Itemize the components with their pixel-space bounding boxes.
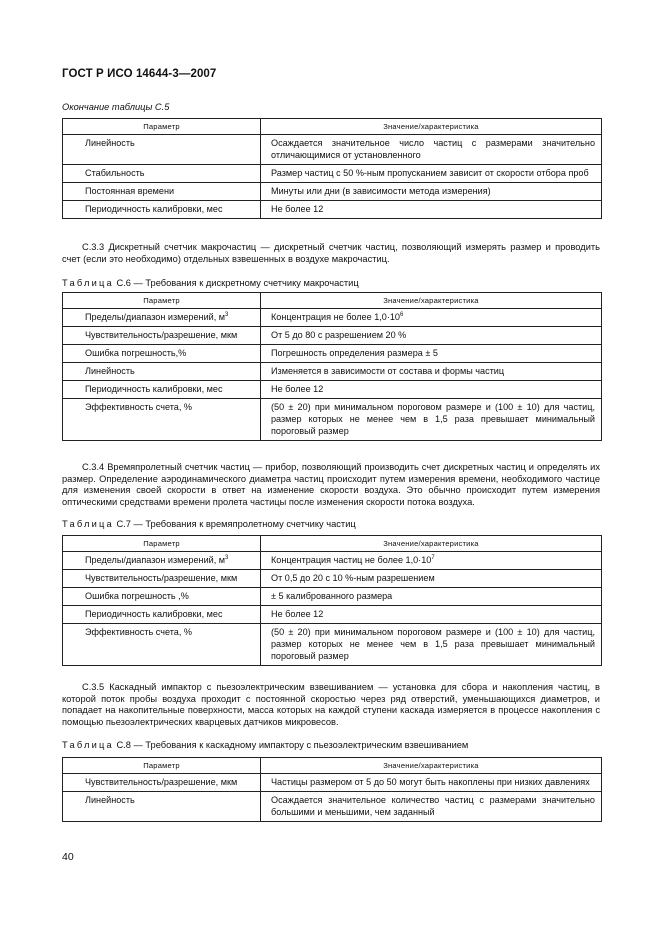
table-row [63, 165, 602, 183]
page-number: 40 [62, 851, 74, 863]
table-row [63, 624, 602, 666]
table-row [63, 327, 602, 345]
col-header-param: Параметр [63, 758, 261, 774]
table-word: Таблица [62, 278, 114, 288]
value-cell: Погрешность определения размера ± 5 [261, 345, 602, 363]
table-c7-title: С.7 — Требования к времяпролетному счетчику частиц [116, 519, 356, 529]
col-header-param: Параметр [63, 293, 261, 309]
value-cell: Не более 12 [261, 606, 602, 624]
value-cell: Минуты или дни (в зависимости метода измерения) [261, 183, 602, 201]
table-row [63, 309, 602, 327]
value-cell: Размер частиц с 50 %-ным пропусканием зависит от скорости отбора проб [261, 165, 602, 183]
param-cell: Чувствительность/разрешение, мкм [63, 327, 261, 345]
col-header-value: Значение/характеристика [261, 119, 602, 135]
table-header-row [63, 536, 602, 552]
table-c6 [62, 292, 602, 441]
value-cell: От 0,5 до 20 с 10 %-ным разрешением [261, 570, 602, 588]
param-cell: Чувствительность/разрешение, мкм [63, 570, 261, 588]
table-c5-caption: Окончание таблицы С.5 [62, 102, 170, 112]
param-cell: Стабильность [63, 165, 261, 183]
table-row [63, 774, 602, 792]
table-c8-caption [62, 740, 468, 750]
table-header-row [63, 119, 602, 135]
table-row [63, 381, 602, 399]
value-cell: Частицы размером от 5 до 50 могут быть накоплены при низких давлениях [261, 774, 602, 792]
param-cell: Периодичность калибровки, мес [63, 606, 261, 624]
table-row [63, 606, 602, 624]
value-cell: Осаждается значительное количество частиц с размерами значительно большими и меньшими, чем заданный [261, 792, 602, 822]
table-c7-caption [62, 519, 356, 529]
param-cell: Ошибка погрешность,% [63, 345, 261, 363]
param-cell: Эффективность счета, % [63, 624, 261, 666]
table-header-row [63, 293, 602, 309]
value-cell: (50 ± 20) при минимальном пороговом размере и (100 ± 10) для частиц, размер которых не менее чем в 1,5 раза превышает минимальный пороговый размер [261, 399, 602, 441]
table-row [63, 570, 602, 588]
param-cell: Линейность [63, 792, 261, 822]
col-header-param: Параметр [63, 536, 261, 552]
param-cell: Чувствительность/разрешение, мкм [63, 774, 261, 792]
table-row [63, 588, 602, 606]
param-cell: Ошибка погрешность ,% [63, 588, 261, 606]
param-cell: Линейность [63, 135, 261, 165]
value-cell: Не более 12 [261, 201, 602, 219]
value-cell: (50 ± 20) при минимальном пороговом размере и (100 ± 10) для частиц, размер которых не менее чем в 1,5 раза превышает минимальный пороговый размер [261, 624, 602, 666]
table-row [63, 399, 602, 441]
col-header-value: Значение/характеристика [261, 293, 602, 309]
param-cell: Периодичность калибровки, мес [63, 201, 261, 219]
param-cell: Линейность [63, 363, 261, 381]
table-row [63, 183, 602, 201]
value-cell: Изменяется в зависимости от состава и формы частиц [261, 363, 602, 381]
table-word: Таблица [62, 740, 114, 750]
table-header-row [63, 758, 602, 774]
value-cell: От 5 до 80 с разрешением 20 % [261, 327, 602, 345]
col-header-value: Значение/характеристика [261, 536, 602, 552]
table-c7 [62, 535, 602, 666]
table-row [63, 201, 602, 219]
table-c6-title: С.6 — Требования к дискретному счетчику макрочастиц [116, 278, 359, 288]
value-cell: Концентрация не более $1,0\cdot 10^6$ [261, 309, 602, 327]
table-row [63, 345, 602, 363]
col-header-param: Параметр [63, 119, 261, 135]
paragraph-c33: С.3.3 Дискретный счетчик макрочастиц — дискретный счетчик частиц, позволяющий измерять размер и проводить счет (если это необходимо) отдельных взвешенных в воздухе макрочастиц. [62, 242, 600, 264]
table-word: Таблица [62, 519, 114, 529]
table-row [63, 135, 602, 165]
paragraph-c34: С.3.4 Времяпролетный счетчик частиц — прибор, позволяющий производить счет дискретных частиц и определять их размер. Определение аэродинамического диаметра частиц происходит путем измерения времени, необходимого частице для изменения своей скорости в ответ на изменение скорости воздуха. Это обычно происходит путем измерения оптическими средствами времени пролета частицы после изменения скорости потока воздуха. [62, 462, 600, 507]
table-row [63, 792, 602, 822]
value-cell: Концентрация частиц не более $1,0\cdot 10^7$ [261, 552, 602, 570]
param-cell: Пределы/диапазон измерений, $м^3$ [63, 309, 261, 327]
param-cell: Пределы/диапазон измерений, $м^3$ [63, 552, 261, 570]
standard-header: ГОСТ Р ИСО 14644-3—2007 [62, 68, 217, 80]
paragraph-c35: С.3.5 Каскадный импактор с пьезоэлектрическим взвешиванием — установка для сбора и накопления частиц, в которой поток пробы воздуха проходит с постоянной скоростью через ряд отверстий, уменьшающихся диаметров, и попадает на накопительные поверхности, масса которых на каждой ступени каскада измеряется в процессе накопления с помощью пьезоэлектрических кварцевых датчиков микровесов. [62, 682, 600, 727]
table-c8-title: С.8 — Требования к каскадному импактору с пьезоэлектрическим взвешиванием [116, 740, 469, 750]
param-cell: Постоянная времени [63, 183, 261, 201]
table-row [63, 552, 602, 570]
col-header-value: Значение/характеристика [261, 758, 602, 774]
value-cell: Осаждается значительное число частиц с размерами значительно отличающимися от установленного [261, 135, 602, 165]
value-cell: Не более 12 [261, 381, 602, 399]
table-c5 [62, 118, 602, 219]
table-c8 [62, 757, 602, 822]
value-cell: ± 5 калиброванного размера [261, 588, 602, 606]
table-c6-caption [62, 278, 359, 288]
param-cell: Периодичность калибровки, мес [63, 381, 261, 399]
param-cell: Эффективность счета, % [63, 399, 261, 441]
table-row [63, 363, 602, 381]
